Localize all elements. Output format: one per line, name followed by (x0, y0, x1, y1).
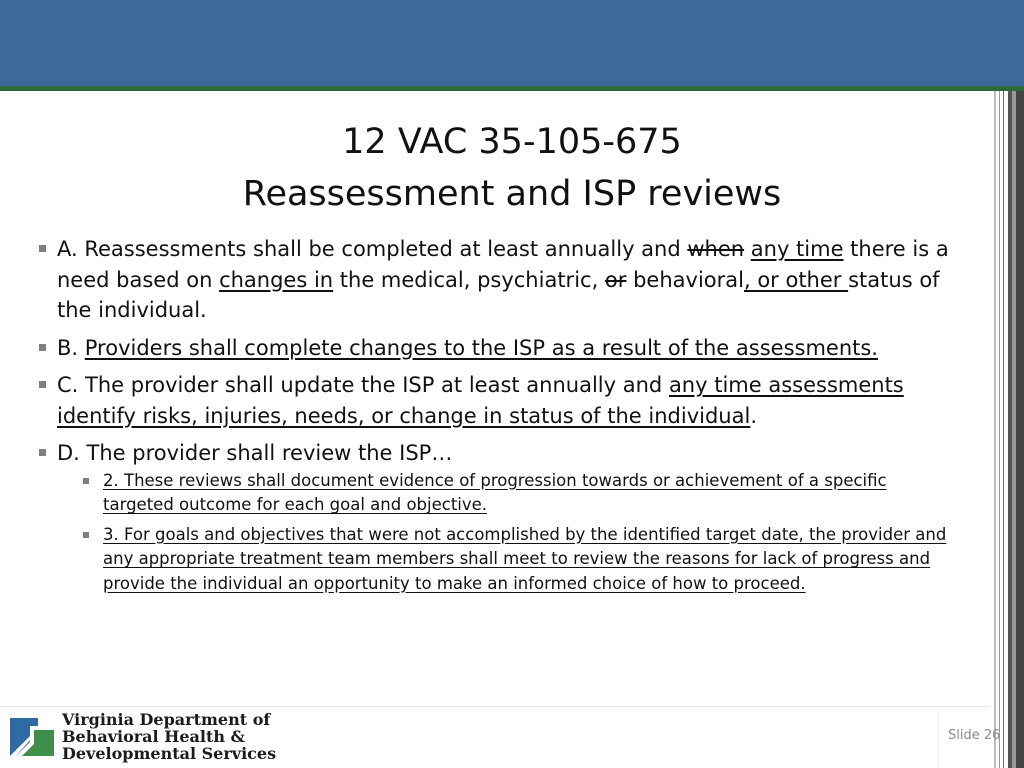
sub-bullet-2-text: 2. These reviews shall document evidence of progression towards or achievement of a specific targeted outcome for each goal and objective. (103, 470, 887, 514)
org-name-line3: Developmental Services (62, 744, 277, 763)
footer-divider-line (0, 706, 990, 707)
bullet-a-underline-or-other: , or other (743, 267, 849, 292)
org-name-line1: Virginia Department of (62, 710, 271, 729)
slide-content (36, 234, 956, 603)
slide-title (0, 116, 1024, 220)
sub-bullet-3 (78, 523, 956, 597)
bullet-a-underline-changes-in: changes in (219, 267, 334, 292)
bullet-a-text-2: there is a need based on (57, 237, 949, 292)
header-bar (0, 0, 1024, 86)
bullet-a-text-5: status of the individual. (57, 267, 940, 322)
bullet-a-underline-any-time: any time (750, 237, 844, 261)
bullet-a (36, 234, 956, 326)
bullet-b-text: B. (57, 335, 85, 360)
sub-bullet-2 (78, 469, 956, 518)
bullet-b (36, 333, 956, 364)
bullet-a-strikethrough-when: when (687, 237, 745, 261)
bullet-a-text-3: the medical, psychiatric, (333, 267, 605, 292)
bullet-c-period: . (750, 403, 757, 428)
org-name (62, 711, 276, 762)
bullet-d-text: D. The provider shall review the ISP… (57, 441, 453, 465)
bullet-a-text: A. Reassessments shall be completed at least annually and (57, 237, 688, 261)
bullet-list (36, 234, 956, 596)
bullet-d-sublist (57, 469, 956, 597)
bullet-c-text: C. The provider shall update the ISP at least annually and (57, 373, 669, 397)
bullet-b-underline: Providers shall complete changes to the ISP as a result of the assessments. (84, 335, 878, 360)
dbhds-logo-icon (8, 712, 56, 760)
org-name-line2: Behavioral Health & (62, 727, 245, 746)
bullet-c-underline: any time assessments identify risks, injuries, needs, or change in status of the individual (57, 373, 904, 428)
footer-vertical-divider (938, 710, 939, 766)
slide-number: Slide 26 (948, 728, 1001, 743)
bullet-c (36, 370, 956, 431)
bullet-a-space (744, 237, 751, 261)
slide-title-line2: Reassessment and ISP reviews (242, 174, 782, 214)
bullet-a-strikethrough-or: or (604, 267, 627, 292)
sub-bullet-3-text: 3. For goals and objectives that were not accomplished by the identified target date, the provider and any appropriate treatment team members shall meet to review the reasons for lack of progress and provide the individual an opportunity to make an informed choice of how to proceed. (103, 524, 947, 593)
slide-title-line1: 12 VAC 35-105-675 (342, 122, 682, 162)
header-accent-stripe (0, 86, 1024, 91)
bullet-a-text-4: behavioral (626, 267, 744, 292)
bullet-d (36, 438, 956, 596)
